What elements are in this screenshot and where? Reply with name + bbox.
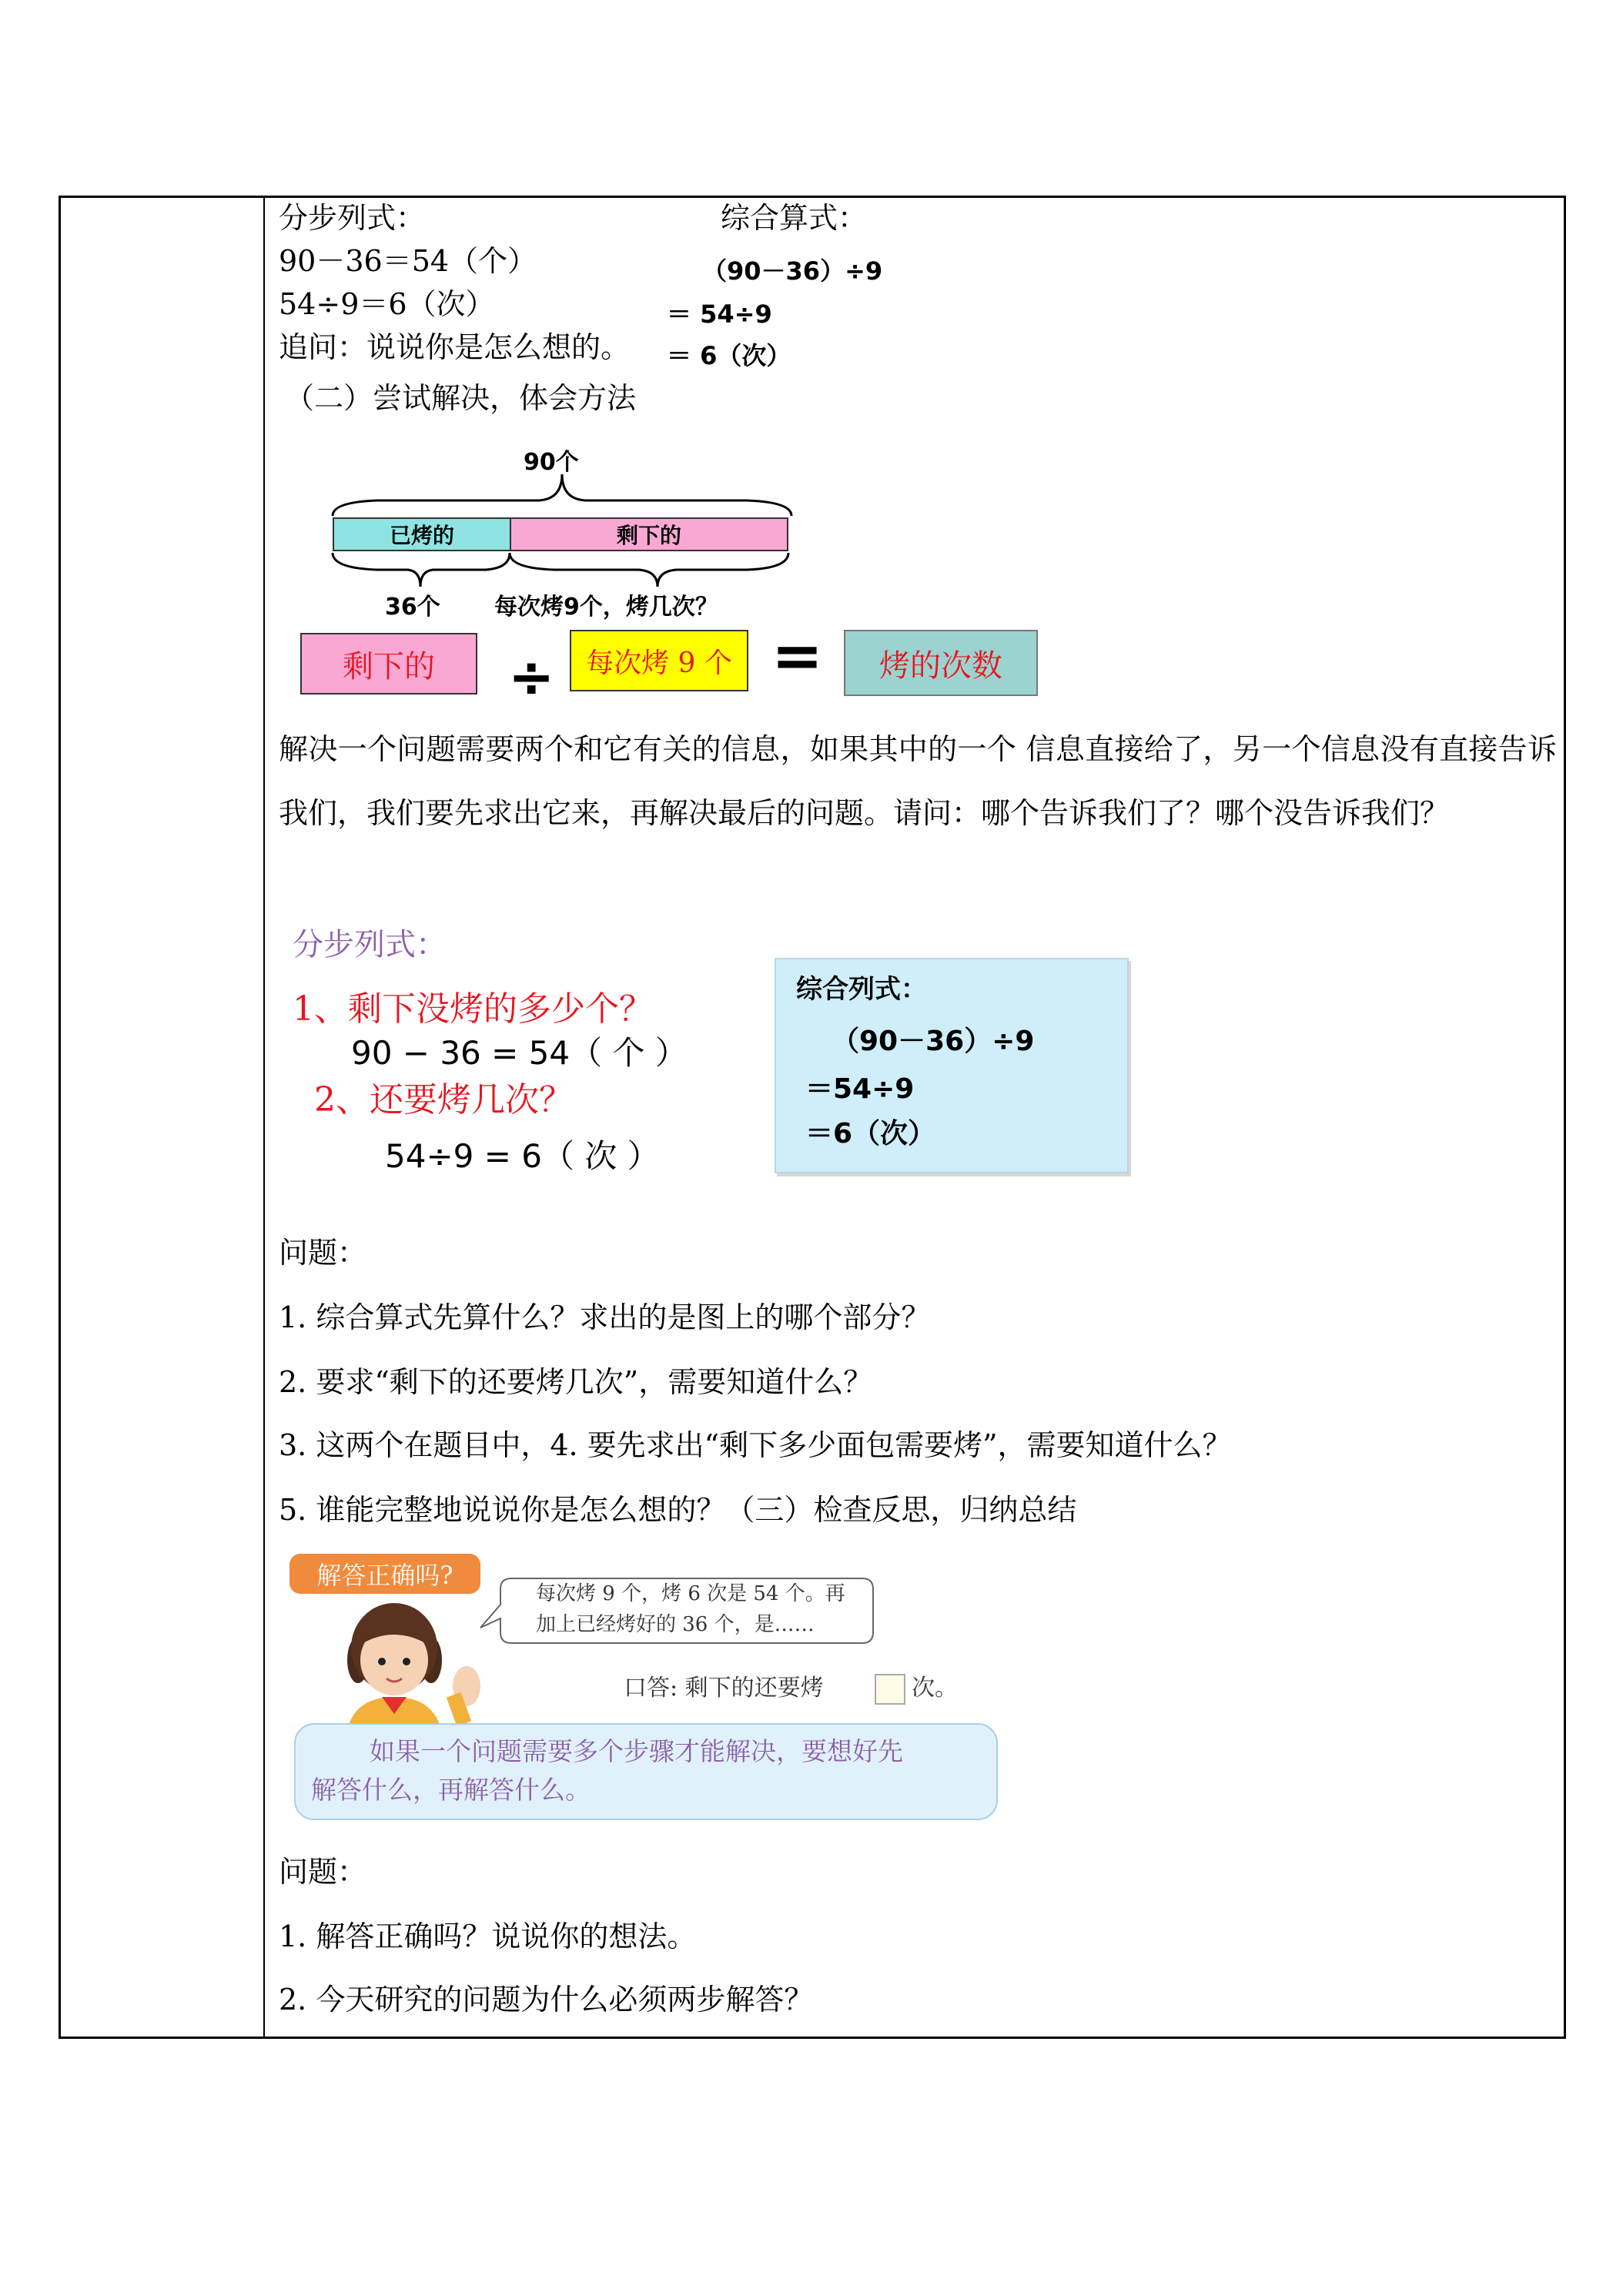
remaining-segment-label: 剩下的 (616, 523, 681, 548)
question-1-2: 2. 要求“剩下的还要烤几次”，需要知道什么？ (279, 1365, 873, 1399)
table-border-right (1564, 196, 1566, 2039)
check-badge-text: 解答正确吗? (316, 1561, 453, 1590)
combined-line-1: （90－36）÷9 (702, 256, 883, 286)
summary-line-1: 如果一个问题需要多个步骤才能解决，要想好先 (370, 1736, 903, 1766)
panel-question-1: 1、剩下没烤的多少个？ (293, 989, 653, 1029)
top-brace (331, 471, 793, 517)
question-2-1: 1. 解答正确吗？说说你的想法。 (279, 1919, 697, 1953)
section-2-heading: （二）尝试解决，体会方法 (285, 381, 637, 415)
table-border-bottom (59, 2037, 1566, 2039)
remaining-segment (510, 517, 788, 551)
answer-suffix: 次。 (912, 1675, 958, 1702)
table-border-left (59, 196, 61, 2039)
baked-segment (333, 517, 511, 551)
combined-line-3: ＝ 6（次） (667, 341, 791, 370)
panel-question-2: 2、还要烤几次？ (314, 1080, 573, 1120)
diagram-total-label: 90个 (524, 449, 579, 476)
check-badge (289, 1554, 480, 1594)
step-line-2: 54÷9＝6（次） (279, 287, 495, 321)
question-1-4: 5. 谁能完整地说说你是怎么想的？（三）检查反思，归纳总结 (279, 1493, 1077, 1527)
combined-panel-title: 综合列式： (796, 974, 927, 1005)
question-1-1: 1. 综合算式先算什么？求出的是图上的哪个部分？ (279, 1300, 931, 1334)
answer-blank-box (875, 1674, 905, 1705)
speech-line-1: 每次烤 9 个，烤 6 次是 54 个。再 (536, 1582, 845, 1605)
formula-per-time-text: 每次烤 9 个 (586, 647, 732, 679)
table-column-divider (263, 196, 265, 2039)
table-border-top (59, 196, 1566, 198)
summary-line-2: 解答什么，再解答什么。 (311, 1775, 591, 1805)
explanation-paragraph: 解决一个问题需要两个和它有关的信息，如果其中的一个 信息直接给了，另一个信息没有直接告诉我们，我们要先求出它来，再解决最后的问题。请问：哪个告诉我们了？哪个没告诉我们？ (279, 732, 1557, 830)
question-2-2: 2. 今天研究的问题为什么必须两步解答？ (279, 1983, 814, 2017)
combined-line-2: ＝ 54÷9 (667, 300, 772, 329)
panel-equation-2: 54÷9 = 6（ 次 ） (385, 1137, 660, 1175)
diagram-question: 每次烤9个，烤几次？ (494, 594, 718, 621)
panel-equation-1: 90 − 36 = 54（ 个 ） (351, 1034, 688, 1072)
formula-times-text: 烤的次数 (879, 648, 1002, 684)
baked-count-label: 36个 (385, 594, 440, 621)
formula-divide-sign: ÷ (508, 644, 555, 709)
combined-panel-line-3: ＝6（次） (805, 1118, 936, 1150)
answer-prefix: 口答: 剩下的还要烤 (624, 1675, 824, 1702)
step-label: 分步列式： (279, 201, 426, 235)
formula-times-box (844, 630, 1038, 696)
question-1-3: 3. 这两个在题目中，4. 要先求出“剩下多少面包需要烤”，需要知道什么？ (279, 1428, 1232, 1462)
formula-per-time-box (570, 630, 748, 691)
combined-panel-line-1: （90－36）÷9 (832, 1026, 1035, 1057)
bottom-brace (331, 551, 793, 590)
speech-line-2: 加上已经烤好的 36 个，是…… (536, 1613, 815, 1636)
followup-question: 追问：说说你是怎么想的。 (279, 330, 631, 364)
questions-1-title: 问题： (279, 1236, 367, 1270)
formula-remaining-box (300, 633, 477, 694)
combined-label: 综合算式： (721, 201, 868, 235)
formula-equals-sign: = (771, 620, 824, 691)
questions-2-title: 问题： (279, 1855, 367, 1889)
step-line-1: 90－36＝54（个） (279, 244, 537, 278)
baked-segment-label: 已烤的 (389, 523, 454, 548)
combined-panel-line-2: ＝54÷9 (805, 1073, 915, 1105)
girl-illustration (316, 1594, 485, 1732)
panel-step-label: 分步列式： (293, 927, 447, 962)
formula-remaining-text: 剩下的 (343, 648, 435, 684)
